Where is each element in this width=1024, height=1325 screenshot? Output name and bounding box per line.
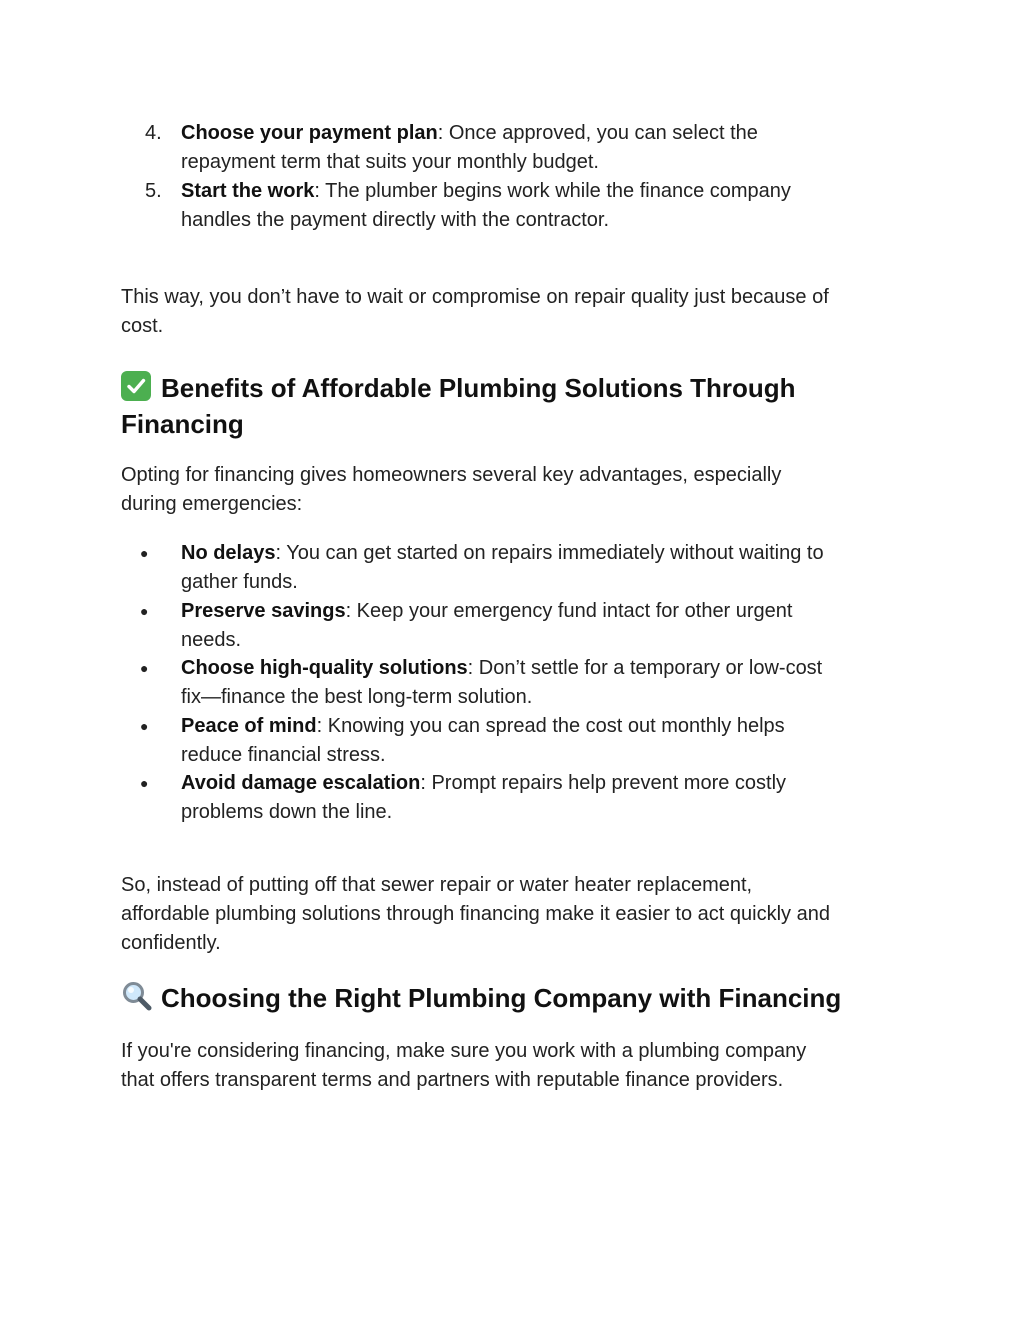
list-item-text [181, 539, 901, 597]
paragraph [121, 283, 901, 341]
paragraph [121, 1037, 901, 1095]
list-item-text-line: fix—finance the best long-term solution. [181, 686, 533, 708]
list-item-bold-label: Avoid damage escalation [181, 772, 421, 794]
paragraph-line: confidently. [121, 932, 221, 954]
heading-line: Financing [121, 409, 244, 439]
bullet-marker: ● [140, 603, 149, 619]
list-item [121, 654, 901, 712]
bullet-marker: ● [140, 545, 149, 561]
section-heading-choosing [121, 980, 911, 1016]
list-item-text-line: repayment term that suits your monthly budget. [181, 151, 599, 173]
list-item-text-line: : Knowing you can spread the cost out monthly helps [316, 715, 785, 737]
list-item [121, 712, 901, 770]
paragraph-line: Opting for financing gives homeowners several key advantages, especially [121, 464, 782, 486]
section-heading-benefits [121, 370, 911, 442]
list-number: 5. [145, 180, 162, 202]
list-item [121, 119, 901, 177]
list-item-bold-label: Preserve savings [181, 600, 346, 622]
list-item-text-line: : The plumber begins work while the finance company [314, 180, 791, 202]
list-item-bold-label: Peace of mind [181, 715, 317, 737]
list-number: 4. [145, 122, 162, 144]
list-item-text [181, 177, 901, 235]
list-item-text-line: : Keep your emergency fund intact for other urgent [345, 600, 793, 622]
list-item [121, 597, 901, 655]
list-item-bold-label: No delays [181, 542, 276, 564]
heading-line: Choosing the Right Plumbing Company with Financing [161, 983, 842, 1013]
list-item [121, 769, 901, 827]
list-item-bold-label: Choose your payment plan [181, 122, 438, 144]
bullet-marker: ● [140, 718, 149, 734]
list-item-bold-label: Start the work [181, 180, 315, 202]
list-item-text-line: problems down the line. [181, 801, 393, 823]
list-item-text-line: needs. [181, 629, 242, 651]
paragraph [121, 461, 901, 519]
heading-line: Benefits of Affordable Plumbing Solutions Through [161, 373, 796, 403]
bullet-marker: ● [140, 660, 149, 676]
list-item-text [181, 712, 901, 770]
paragraph [121, 871, 901, 958]
paragraph-line: during emergencies: [121, 493, 303, 515]
paragraph-line: affordable plumbing solutions through financing make it easier to act quickly and [121, 903, 830, 925]
magnifier-icon [121, 980, 153, 1012]
list-item-text [181, 597, 901, 655]
list-item-text-line: : Prompt repairs help prevent more costly [420, 772, 787, 794]
paragraph-line: cost. [121, 315, 164, 337]
list-item-text-line: handles the payment directly with the contractor. [181, 209, 610, 231]
list-item [121, 539, 901, 597]
list-item-text [181, 654, 901, 712]
list-item-text [181, 119, 901, 177]
list-item-text-line: : Don’t settle for a temporary or low-cost [467, 657, 823, 679]
paragraph-line: So, instead of putting off that sewer repair or water heater replacement, [121, 874, 753, 896]
paragraph-line: that offers transparent terms and partners with reputable finance providers. [121, 1069, 784, 1091]
list-item-text-line: gather funds. [181, 571, 298, 593]
list-item-bold-label: Choose high-quality solutions [181, 657, 468, 679]
check-mark-icon [121, 371, 151, 401]
paragraph-line: If you're considering financing, make sure you work with a plumbing company [121, 1040, 807, 1062]
list-item-text [181, 769, 901, 827]
bullet-marker: ● [140, 775, 149, 791]
list-item [121, 177, 901, 235]
list-item-text-line: : Once approved, you can select the [437, 122, 758, 144]
list-item-text-line: : You can get started on repairs immediately without waiting to [275, 542, 824, 564]
paragraph-line: This way, you don’t have to wait or compromise on repair quality just because of [121, 286, 829, 308]
list-item-text-line: reduce financial stress. [181, 744, 386, 766]
